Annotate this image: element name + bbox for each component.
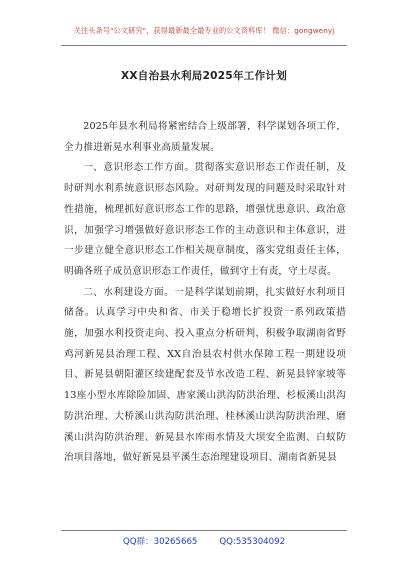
paragraph-construction: 二、水利建设方面。一是科学谋划前期，扎实做好水利项目储备。认真学习中央和省、市关于稳增长扩投资一系列政策措施，加强水利投资走向、投入重点分析研判，积极争取湖南省野鸡河新晃县治理工程、XX自治县农村供水保障工程一期建设项目、新晃县朝阳灌区续建配套及节水改造工程、新晃县锌家坡等13座小型水库除险加固、唐家溪山洪沟防洪治理、杉板溪山洪沟防洪治理、大桥溪山洪沟防洪治理、桂林溪山洪沟防洪治理、磨溪山洪沟防洪治理、新晃县水库雨水情及大坝安全监测、白蚁防治项目落地，做好新晃县平溪生态治理建设项目、湖南省新晃县 [64,286,346,464]
footer-qq-number: QQ:535304092 [219,537,286,547]
footer-divider [61,530,347,531]
header-divider [61,45,347,46]
top-banner: 关注头条号"公文研究"，获得最新最全最专业的公文资料库！ 微信：gongwenyj [73,26,335,35]
footer-contact [0,535,408,547]
paragraph-ideology: 一、意识形态工作方面。贯彻落实意识形态工作责任制，及时研判水利系统意识形态风险。对研判发现的问题及时采取针对性措施，梳理抓好意识形态工作的思路，增强忧患意识、政治意识，加强学习增强做好意识形态工作的主动意识和主体意识，进一步建立健全意识形态工作相关规章制度，落实党组责任主体，明确各班子成员意识形态工作责任，做到守土有责，守土尽责。 [64,162,346,277]
document-title: XX自治县水利局2025年工作计划 [120,70,287,82]
paragraph-intro: 2025年县水利局将紧密结合上级部署，科学谋划各项工作，全力推进新晃水利事业高质量发展。 [64,121,346,153]
document-body [64,117,346,469]
footer-qq-group: QQ群：30265665 [122,537,198,547]
